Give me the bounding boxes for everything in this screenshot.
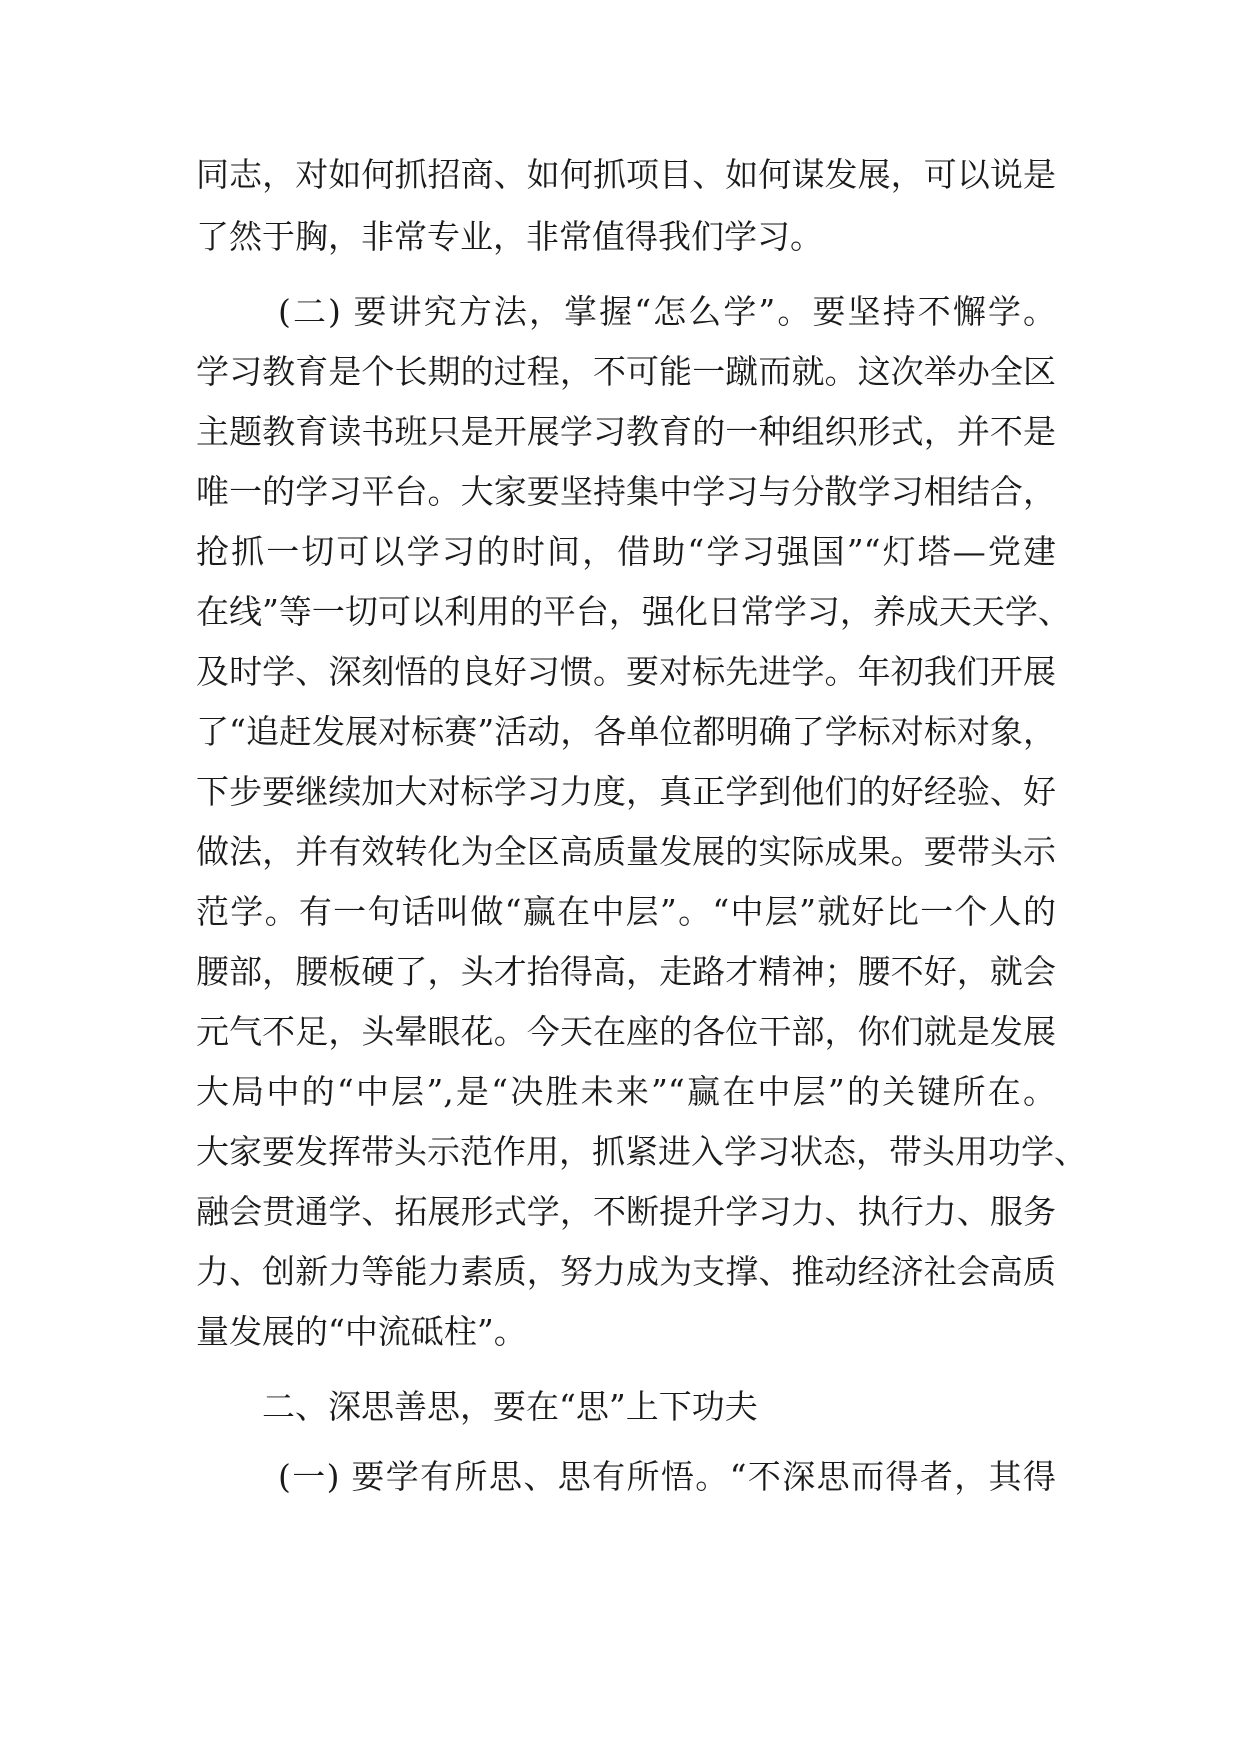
- section-heading: 二、深思善思，要在“思”上下功夫: [262, 1387, 758, 1426]
- paragraph-line: 腰部，腰板硬了，头才抬得高，走路才精神；腰不好，就会: [196, 952, 1056, 991]
- paragraph-line: 融会贯通学、拓展形式学，不断提升学习力、执行力、服务: [196, 1192, 1056, 1231]
- paragraph-line: 大家要发挥带头示范作用，抓紧进入学习状态，带头用功学、: [196, 1132, 1087, 1171]
- subsection-heading-line: (一) 要学有所思、思有所悟。“不深思而得者，其得: [278, 1457, 1056, 1496]
- paragraph-line: 做法，并有效转化为全区高质量发展的实际成果。要带头示: [196, 832, 1056, 871]
- paragraph-line: 元气不足，头晕眼花。今天在座的各位干部，你们就是发展: [196, 1012, 1056, 1051]
- paragraph-line: 了然于胸，非常专业，非常值得我们学习。: [196, 217, 823, 256]
- paragraph-line: 力、创新力等能力素质，努力成为支撑、推动经济社会高质: [196, 1252, 1056, 1291]
- paragraph-line: 下步要继续加大对标学习力度，真正学到他们的好经验、好: [196, 772, 1056, 811]
- paragraph-line: 了“追赶发展对标赛”活动，各单位都明确了学标对标对象，: [196, 712, 1056, 751]
- paragraph-line: 在线”等一切可以利用的平台，强化日常学习，养成天天学、: [196, 592, 1071, 631]
- paragraph-line: 量发展的“中流砥柱”。: [196, 1312, 527, 1351]
- paragraph-line: 主题教育读书班只是开展学习教育的一种组织形式，并不是: [196, 412, 1056, 451]
- paragraph-line: 大局中的“中层”,是“决胜未来”“赢在中层”的关键所在。: [196, 1072, 1056, 1111]
- paragraph-line: 学习教育是个长期的过程，不可能一蹴而就。这次举办全区: [196, 352, 1056, 391]
- paragraph-line: 抢抓一切可以学习的时间，借助“学习强国”“灯塔—党建: [196, 532, 1056, 571]
- section-heading-line: (二) 要讲究方法，掌握“怎么学”。要坚持不懈学。: [278, 292, 1056, 331]
- paragraph-line: 范学。有一句话叫做“赢在中层”。“中层”就好比一个人的: [196, 892, 1056, 931]
- paragraph-line: 同志，对如何抓招商、如何抓项目、如何谋发展，可以说是: [196, 155, 1056, 194]
- paragraph-line: 唯一的学习平台。大家要坚持集中学习与分散学习相结合，: [196, 472, 1056, 511]
- paragraph-line: 及时学、深刻悟的良好习惯。要对标先进学。年初我们开展: [196, 652, 1056, 691]
